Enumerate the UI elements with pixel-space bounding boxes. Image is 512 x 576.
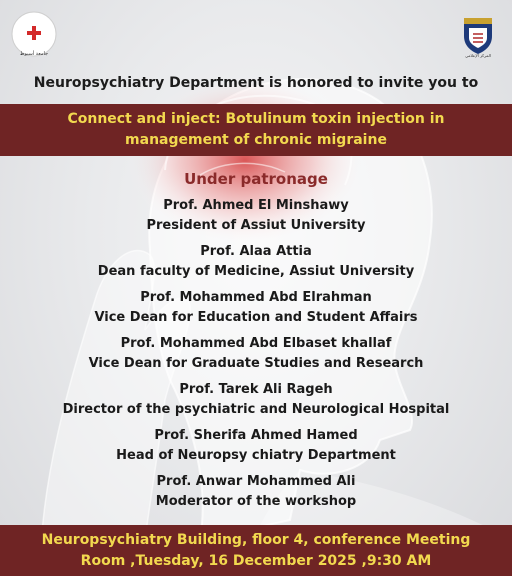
- shield-emblem-icon: [460, 14, 496, 58]
- patron-role: President of Assiut University: [146, 218, 366, 233]
- patron-list: [0, 196, 512, 512]
- venue-line-2: Room ,Tuesday, 16 December 2025 ,9:30 AM: [80, 552, 432, 569]
- patron-role: Vice Dean for Graduate Studies and Research: [88, 356, 424, 371]
- patron-role: Director of the psychiatric and Neurological Hospital: [62, 402, 450, 417]
- patron-role: Dean faculty of Medicine, Assiut University: [97, 264, 415, 279]
- patron-name: Prof. Alaa Attia: [200, 244, 312, 259]
- svg-text:المركز الإعلامي: المركز الإعلامي: [465, 53, 491, 58]
- svg-text:جامعة أسيوط: جامعة أسيوط: [19, 51, 49, 57]
- patronage-heading: Under patronage: [184, 170, 328, 188]
- patron-entry: [0, 380, 512, 420]
- workshop-title-band: [0, 104, 512, 156]
- workshop-title-line-1: Connect and inject: Botulinum toxin injection in: [67, 111, 445, 127]
- venue-line-1: Neuropsychiatry Building, floor 4, conference Meeting: [41, 531, 471, 548]
- patron-name: Prof. Mohammed Abd Elbaset khallaf: [120, 336, 392, 351]
- patron-name: Prof. Mohammed Abd Elrahman: [140, 290, 372, 305]
- crescent-emblem-icon: [10, 10, 58, 58]
- patron-name: Prof. Anwar Mohammed Ali: [156, 474, 356, 489]
- patron-name: Prof. Ahmed El Minshawy: [163, 198, 349, 213]
- patron-name: Prof. Sherifa Ahmed Hamed: [154, 428, 358, 443]
- venue-band: [0, 525, 512, 576]
- media-center-logo: [460, 14, 496, 58]
- invitation-line: Neuropsychiatry Department is honored to invite you to: [33, 75, 479, 91]
- workshop-title-line-2: management of chronic migraine: [125, 132, 387, 148]
- patron-role: Moderator of the workshop: [155, 494, 357, 509]
- patron-entry: [0, 242, 512, 282]
- patron-entry: [0, 196, 512, 236]
- patron-role: Vice Dean for Education and Student Affairs: [94, 310, 418, 325]
- patron-name: Prof. Tarek Ali Rageh: [179, 382, 333, 397]
- patron-role: Head of Neuropsy chiatry Department: [116, 448, 396, 463]
- patron-entry: [0, 472, 512, 512]
- patron-entry: [0, 334, 512, 374]
- patron-entry: [0, 288, 512, 328]
- university-logo: [10, 10, 58, 58]
- patron-entry: [0, 426, 512, 466]
